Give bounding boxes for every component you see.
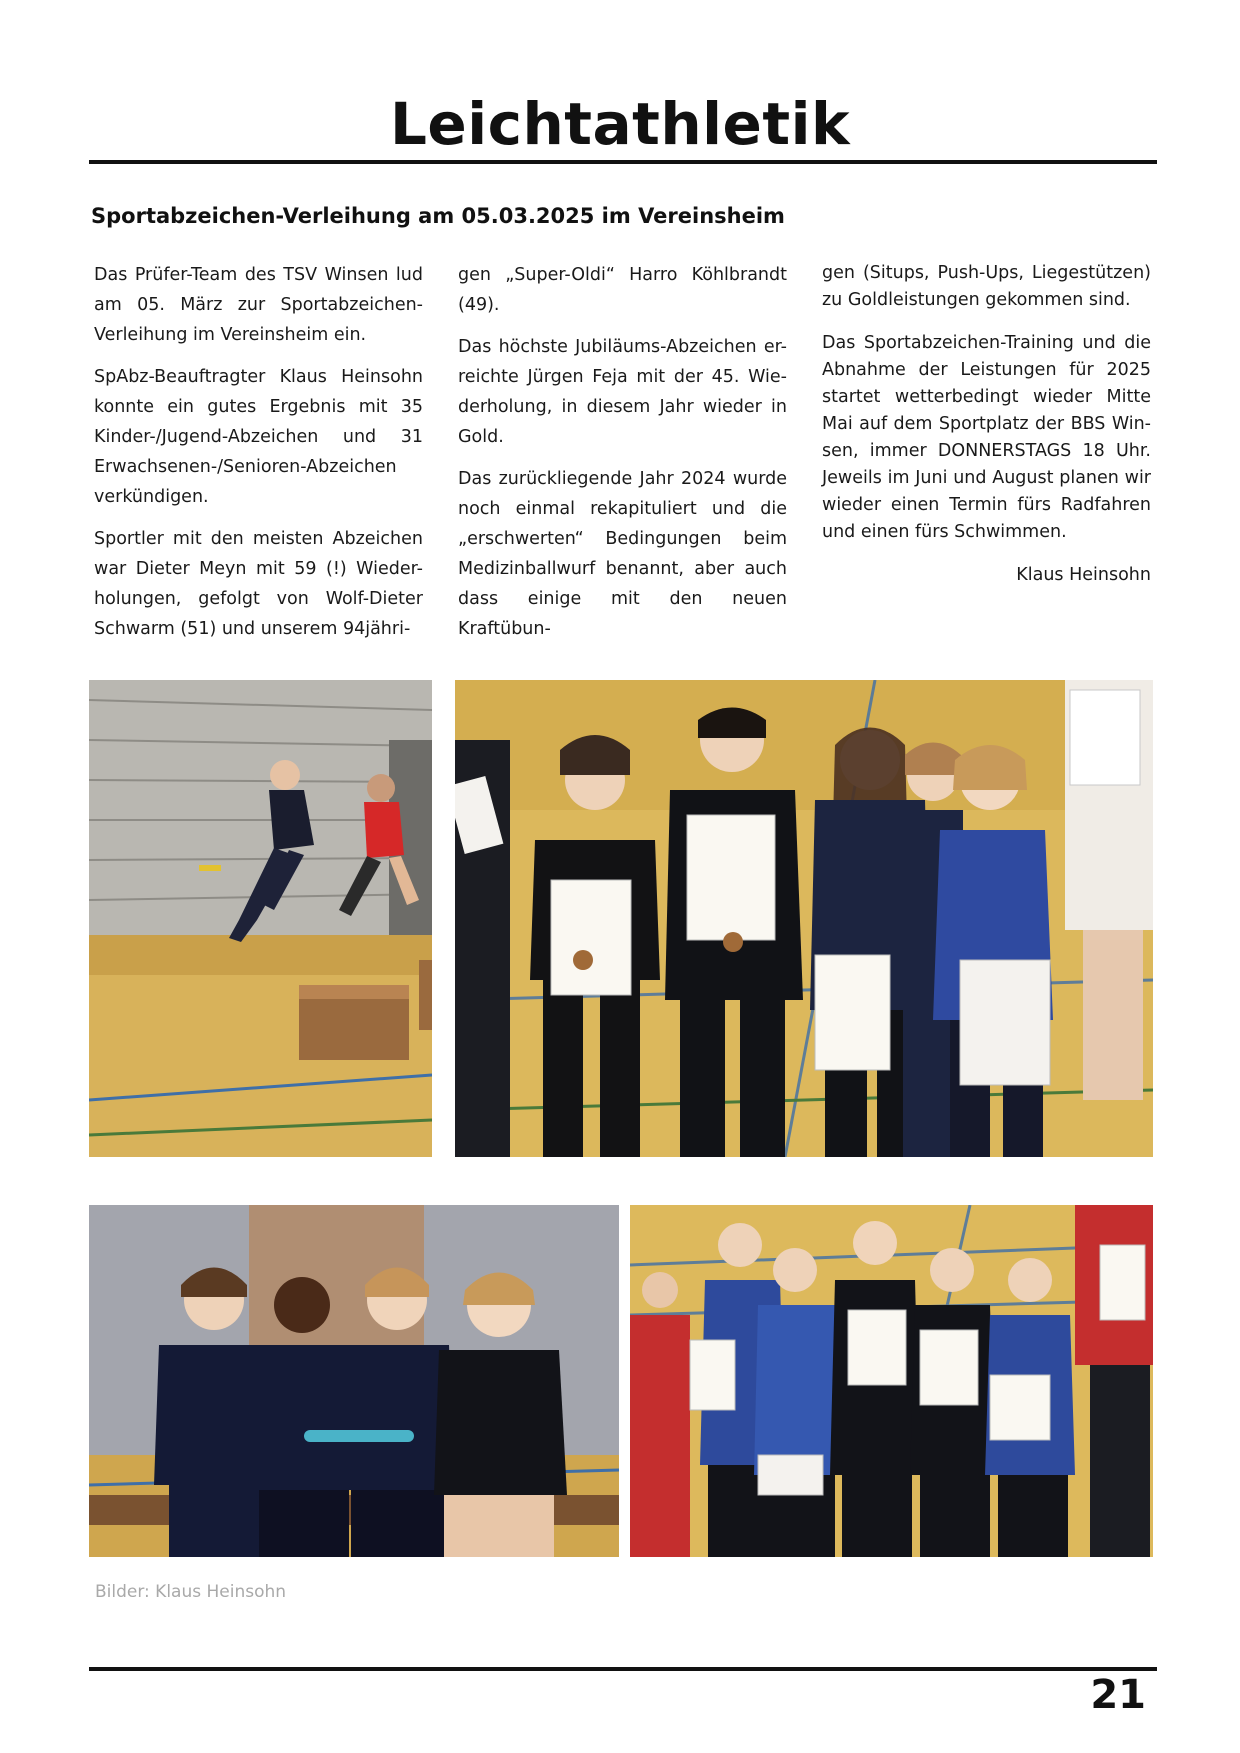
article-column-1: [94, 260, 423, 656]
article-subtitle: Sportabzeichen-Verleihung am 05.03.2025 im Vereinsheim: [91, 204, 785, 228]
photo-relay-race: [89, 680, 432, 1157]
top-divider: [89, 160, 1157, 164]
photo-group-certificates: [630, 1205, 1153, 1557]
page-number: 21: [1090, 1672, 1146, 1718]
article-author: Klaus Heinsohn: [1016, 565, 1151, 585]
paragraph: Das höchste Jubiläums-Abzeichen er-reichte Jürgen Feja mit der 45. Wie-derholung, in diesem Jahr wieder in Gold.: [458, 337, 787, 447]
paragraph: Das Sportabzeichen-Training und die Abnahme der Leistungen für 2025 startet wetterbedingt wieder Mitte Mai auf dem Sportplatz der BBS Win-sen, immer DONNERSTAGS 18 Uhr. Jeweils im Juni und August planen wir wieder einen Termin fürs Radfahren und einen fürs Schwimmen.: [822, 333, 1151, 542]
paragraph: SpAbz-Beauftragter Klaus Heinsohn konnte ein gutes Ergebnis mit 35 Kinder-/Jugend-Abzeichen und 31 Erwachsenen-/Senioren-Abzeichen verkündigen.: [94, 367, 423, 507]
paragraph: gen „Super-Oldi“ Harro Köhlbrandt (49).: [458, 265, 787, 315]
paragraph: Das zurückliegende Jahr 2024 wurde noch einmal rekapituliert und die „erschwerten“ Bedingungen beim Medizinballwurf benannt, aber auch dass einige mit den neuen Kraftübun-: [458, 469, 787, 639]
page-title: Leichtathletik: [389, 90, 851, 158]
paragraph: Sportler mit den meisten Abzeichen war Dieter Meyn mit 59 (!) Wieder-holungen, gefolgt von Wolf-Dieter Schwarm (51) und unserem 94jähri-: [94, 529, 423, 639]
photo-girls-bench: [89, 1205, 619, 1557]
paragraph: Das Prüfer-Team des TSV Winsen lud am 05. März zur Sportabzeichen-Verleihung im Vereinsheim ein.: [94, 265, 423, 345]
photo-credit: Bilder: Klaus Heinsohn: [95, 1582, 287, 1602]
article-column-3: [822, 260, 1151, 605]
article-column-2: [458, 260, 787, 656]
paragraph: gen (Situps, Push-Ups, Liegestützen) zu Goldleistungen gekommen sind.: [822, 263, 1151, 310]
bottom-divider: [89, 1667, 1157, 1671]
photo-award-kids: [455, 680, 1153, 1157]
